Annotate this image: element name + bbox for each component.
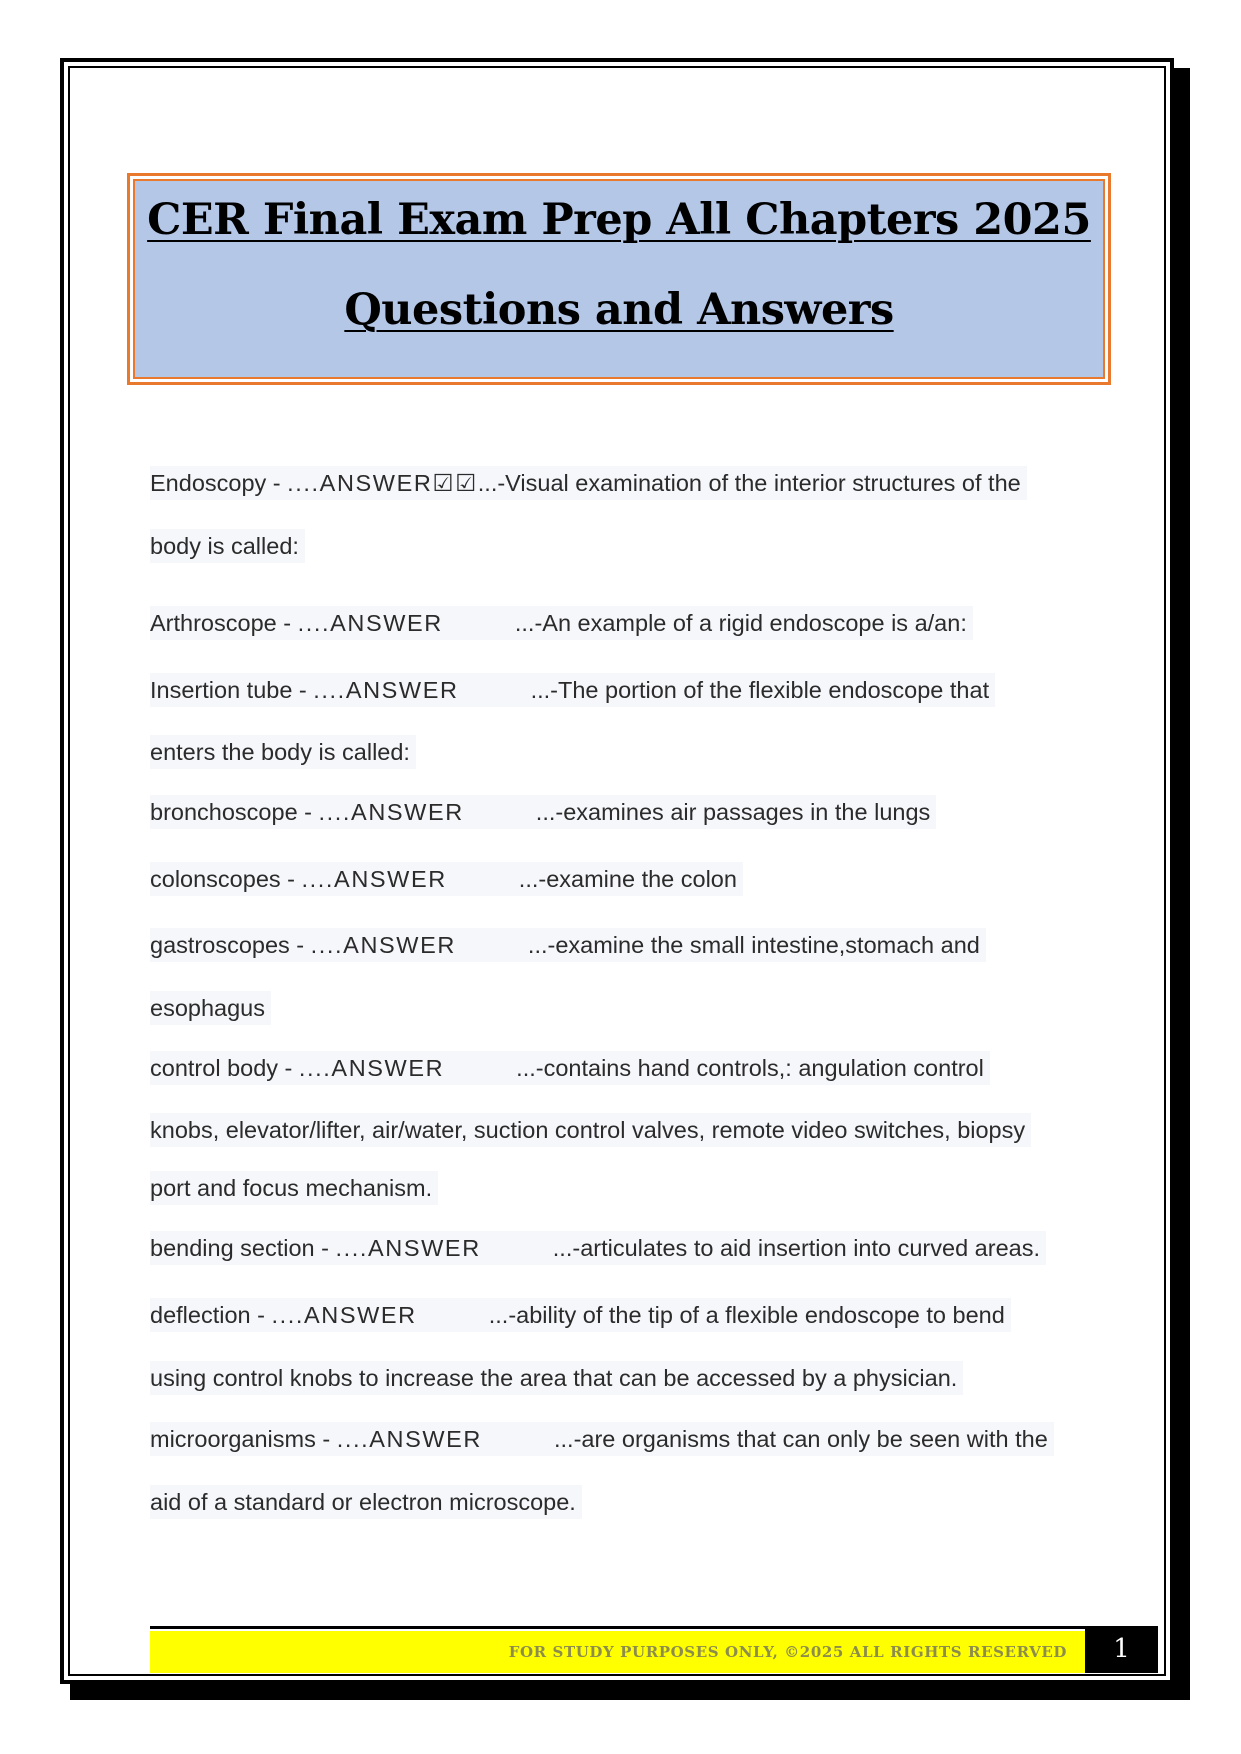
qa-item xyxy=(150,1051,990,1085)
qa-term: deflection - xyxy=(150,1302,272,1328)
qa-item xyxy=(150,606,973,640)
qa-definition: ...-An example of a rigid endoscope is a/an: xyxy=(514,610,967,636)
qa-continuation: using control knobs to increase the area that can be accessed by a physician. xyxy=(150,1361,963,1395)
qa-item xyxy=(150,1422,1054,1456)
qa-continuation: esophagus xyxy=(150,991,271,1025)
qa-term: bending section - xyxy=(150,1235,336,1261)
qa-answer-marker: ....ANSWER xyxy=(310,932,456,958)
document-subtitle: Questions and Answers xyxy=(344,285,894,335)
document-title: CER Final Exam Prep All Chapters 2025 xyxy=(147,195,1091,245)
qa-answer-marker: ....ANSWER xyxy=(297,610,443,636)
qa-answer-marker: ....ANSWER xyxy=(301,866,447,892)
qa-term: control body - xyxy=(150,1055,299,1081)
page-number: 1 xyxy=(1085,1626,1158,1673)
qa-continuation: aid of a standard or electron microscope. xyxy=(150,1485,582,1519)
qa-definition: ...-The portion of the flexible endoscope that xyxy=(530,677,990,703)
qa-continuation: enters the body is called: xyxy=(150,735,416,769)
qa-definition: ...-Visual examination of the interior structures of the xyxy=(477,470,1021,496)
qa-answer-marker: ....ANSWER xyxy=(318,799,464,825)
qa-term: bronchoscope - xyxy=(150,799,319,825)
qa-definition: ...-examine the small intestine,stomach and xyxy=(527,932,980,958)
qa-answer-marker: ....ANSWER xyxy=(298,1055,445,1081)
qa-term: Arthroscope - xyxy=(150,610,298,636)
qa-answer-marker: ....ANSWER xyxy=(313,677,459,703)
qa-definition: ...-are organisms that can only be seen with the xyxy=(554,1426,1048,1452)
qa-answer-marker: ....ANSWER xyxy=(335,1235,481,1261)
qa-definition: ...-examine the colon xyxy=(518,866,737,892)
qa-answer-marker: ....ANSWER☑☑ xyxy=(287,470,478,496)
qa-item xyxy=(150,795,936,829)
title-box xyxy=(127,173,1111,385)
footer-bar xyxy=(150,1631,1085,1673)
footer-notice: FOR STUDY PURPOSES ONLY, ©2025 ALL RIGHTS RESERVED xyxy=(508,1643,1067,1661)
qa-answer-marker: ....ANSWER xyxy=(336,1426,482,1452)
qa-item xyxy=(150,928,986,962)
qa-continuation: body is called: xyxy=(150,529,305,563)
footer-rule xyxy=(150,1626,1085,1629)
qa-item xyxy=(150,673,995,707)
qa-item xyxy=(150,1298,1011,1332)
qa-definition: ...-articulates to aid insertion into curved areas. xyxy=(552,1235,1040,1261)
qa-item xyxy=(150,862,743,896)
title-box-inner xyxy=(133,179,1105,379)
qa-definition: ...-examines air passages in the lungs xyxy=(535,799,931,825)
qa-definition: ...-ability of the tip of a flexible endoscope to bend xyxy=(488,1302,1005,1328)
qa-continuation: knobs, elevator/lifter, air/water, suction control valves, remote video switches, biopsy xyxy=(150,1113,1031,1147)
qa-term: Insertion tube - xyxy=(150,677,314,703)
qa-answer-marker: ....ANSWER xyxy=(271,1302,417,1328)
qa-item xyxy=(150,1231,1046,1265)
qa-definition: ...-contains hand controls,: angulation control xyxy=(516,1055,984,1081)
qa-term: colonscopes - xyxy=(150,866,302,892)
qa-term: Endoscopy - xyxy=(150,470,288,496)
qa-term: gastroscopes - xyxy=(150,932,311,958)
qa-term: microorganisms - xyxy=(150,1426,337,1452)
qa-continuation: port and focus mechanism. xyxy=(150,1171,438,1205)
qa-item xyxy=(150,466,1027,500)
